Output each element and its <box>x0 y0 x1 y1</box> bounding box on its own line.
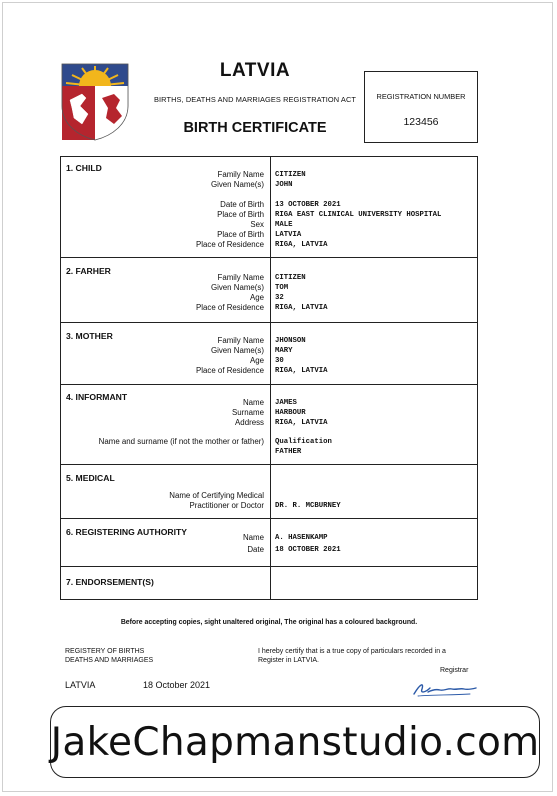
certify-line: I hereby certify that is a true copy of particulars recorded in a <box>258 648 446 655</box>
field-label: Name and surname (if not the mother or father) <box>98 437 264 446</box>
column-divider <box>270 157 271 599</box>
field-value: RIGA, LATVIA <box>275 241 328 249</box>
field-label: Family Name <box>217 336 264 345</box>
country-heading: LATVIA <box>219 60 291 81</box>
field-value: FATHER <box>275 448 302 456</box>
footer-date: 18 October 2021 <box>143 680 211 690</box>
field-value: 32 <box>275 294 284 302</box>
field-label: Name of Certifying Medical <box>169 491 264 500</box>
field-label: Given Name(s) <box>210 346 264 355</box>
field-value: JHONSON <box>275 337 306 345</box>
field-value: HARBOUR <box>275 409 306 417</box>
field-label: Given Name(s) <box>210 283 264 292</box>
field-value: RIGA EAST CLINICAL UNIVERSITY HOSPITAL <box>275 211 442 219</box>
field-label: Place of Residence <box>196 366 264 375</box>
field-label: Place of Residence <box>196 240 264 249</box>
field-label: Age <box>249 356 264 365</box>
section-title: 1. CHILD <box>66 163 102 173</box>
field-value: MALE <box>275 221 293 229</box>
section-title: 3. MOTHER <box>66 331 113 341</box>
registry-line: REGISTERY OF BIRTHS <box>65 648 145 655</box>
section-registering-authority <box>61 519 477 567</box>
section-title: 4. INFORMANT <box>66 392 128 402</box>
field-value: RIGA, LATVIA <box>275 367 328 375</box>
section-title: 6. REGISTERING AUTHORITY <box>66 527 187 537</box>
field-value: 18 OCTOBER 2021 <box>275 546 341 554</box>
section-medical <box>61 465 477 519</box>
field-label: Date <box>247 545 264 554</box>
field-label: Age <box>249 293 264 302</box>
section-mother <box>61 323 477 385</box>
field-label: Family Name <box>217 170 264 179</box>
field-label: Name <box>242 398 264 407</box>
field-value: Qualification <box>275 438 332 446</box>
field-label: Place of Residence <box>196 303 264 312</box>
field-label: Family Name <box>217 273 264 282</box>
field-value: RIGA, LATVIA <box>275 419 328 427</box>
field-value: MARY <box>275 347 293 355</box>
field-label: Surname <box>231 408 264 417</box>
registrar-label: Registrar <box>440 667 469 674</box>
field-value: 13 OCTOBER 2021 <box>275 201 341 209</box>
section-title: 2. FARHER <box>66 266 111 276</box>
field-label: Given Name(s) <box>210 180 264 189</box>
certificate-title: BIRTH CERTIFICATE <box>183 120 327 136</box>
section-informant <box>61 385 477 465</box>
field-value: TOM <box>275 284 289 292</box>
registry-name <box>65 647 153 665</box>
watermark-text: JakeChapmanstudio.com <box>50 719 540 765</box>
field-label: Sex <box>250 220 264 229</box>
certificate-table <box>60 156 478 600</box>
certification-statement <box>258 647 478 665</box>
registration-act: BIRTHS, DEATHS AND MARRIAGES REGISTRATION ACT <box>153 95 357 104</box>
field-label: Practitioner or Doctor <box>189 501 264 510</box>
field-value: JAMES <box>275 399 297 407</box>
watermark-banner <box>50 706 540 778</box>
field-value: RIGA, LATVIA <box>275 304 328 312</box>
certify-line: Register in LATVIA. <box>258 657 319 664</box>
field-value: CITIZEN <box>275 171 306 179</box>
field-value: 30 <box>275 357 284 365</box>
field-label: Address <box>235 418 264 427</box>
field-value: LATVIA <box>275 231 302 239</box>
field-label: Name <box>242 533 264 542</box>
field-value: JOHN <box>275 181 293 189</box>
field-label: Place of Birth <box>217 230 264 239</box>
latvia-coat-of-arms-icon <box>60 62 130 142</box>
registry-line: DEATHS AND MARRIAGES <box>65 657 154 664</box>
section-title: 5. MEDICAL <box>66 473 115 483</box>
registrar-signature-icon <box>410 680 480 698</box>
field-value: DR. R. MCBURNEY <box>275 502 341 510</box>
registration-number-label: REGISTRATION NUMBER <box>376 92 466 101</box>
footer-country: LATVIA <box>65 680 96 690</box>
registration-number-value: 123456 <box>403 116 439 128</box>
field-value: CITIZEN <box>275 274 306 282</box>
field-label: Place of Birth <box>217 210 264 219</box>
section-child <box>61 157 477 258</box>
section-father <box>61 258 477 323</box>
registration-number-box <box>364 71 478 143</box>
authenticity-notice: Before accepting copies, sight unaltered original, The original has a coloured background. <box>120 619 418 626</box>
section-title: 7. ENDORSEMENT(S) <box>66 577 154 587</box>
section-endorsements <box>61 567 477 599</box>
field-value: A. HASENKAMP <box>275 534 328 542</box>
field-label: Date of Birth <box>220 200 264 209</box>
